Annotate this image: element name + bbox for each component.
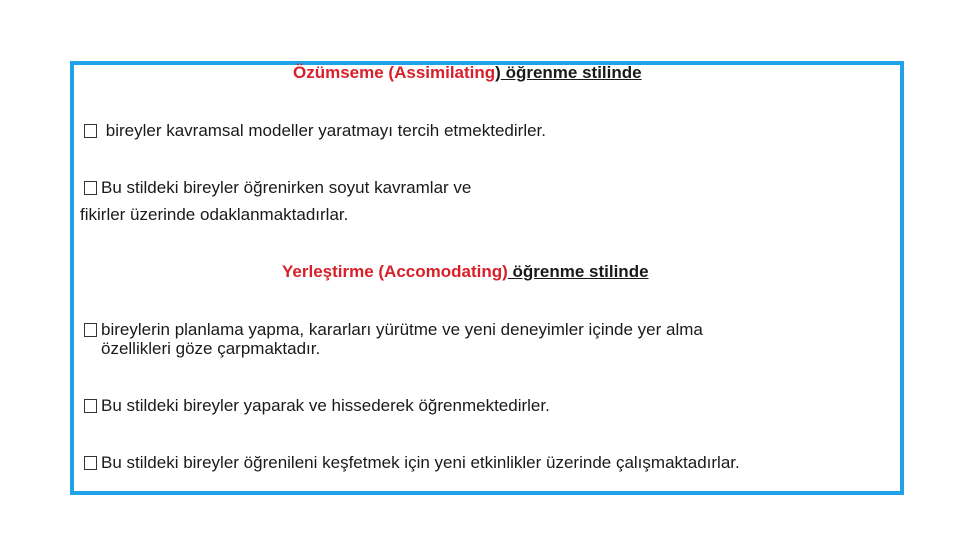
accomodating-bullet-3 [84,452,740,474]
checkbox-glyph-icon [84,124,97,138]
accomodating-bullet-2-text: Bu stildeki bireyler yaparak ve hissederek öğrenmektedirler. [101,396,550,415]
accomodating-bullet-1-line2: özellikleri göze çarpmaktadır. [101,339,321,358]
assimilating-bullet-2 [84,177,471,199]
assimilating-bullet-2-line1: Bu stildeki bireyler öğrenirken soyut kavramlar ve [101,178,472,197]
assimilating-bullet-1-text: bireyler kavramsal modeller yaratmayı tercih etmektedirler. [105,121,546,140]
heading-assimilating-name: Özümseme (Assimilating [293,63,496,82]
accomodating-bullet-3-text: Bu stildeki bireyler öğrenileni keşfetmek için yeni etkinlikler üzerinde çalışmaktadırlar. [101,453,740,472]
assimilating-bullet-1 [84,120,546,142]
heading-assimilating-paren: ) [495,63,501,82]
accomodating-bullet-1-line1: bireylerin planlama yapma, kararları yürütme ve yeni deneyimler içinde yer alma [101,320,703,339]
accomodating-bullet-1-cont [101,338,320,360]
heading-accomodating-suffix: öğrenme stilinde [507,262,649,281]
heading-assimilating-suffix: öğrenme stilinde [500,63,642,82]
checkbox-glyph-icon [84,181,97,195]
heading-accomodating-name: Yerleştirme (Accomodating) [282,262,508,281]
assimilating-bullet-2-cont [80,204,348,226]
checkbox-glyph-icon [84,399,97,413]
heading-assimilating [293,62,642,84]
checkbox-glyph-icon [84,456,97,470]
accomodating-bullet-2 [84,395,550,417]
assimilating-bullet-2-line2: fikirler üzerinde odaklanmaktadırlar. [80,205,349,224]
heading-accomodating [282,261,649,283]
checkbox-glyph-icon [84,323,97,337]
